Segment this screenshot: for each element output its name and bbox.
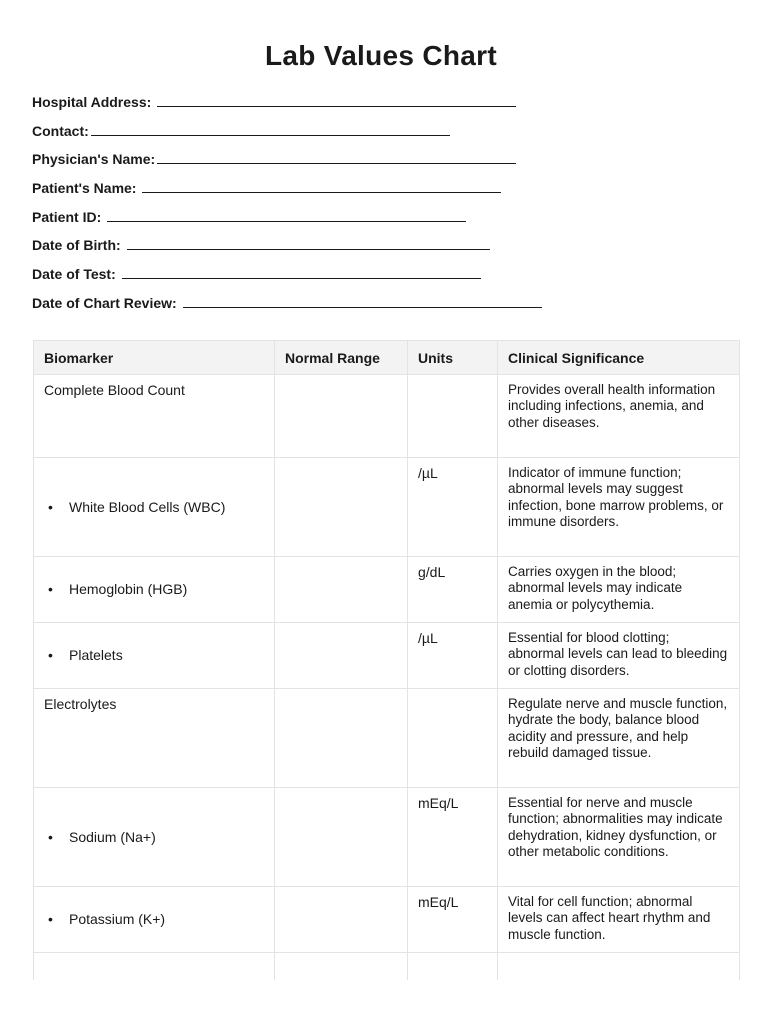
- field-label: Date of Test:: [32, 266, 120, 283]
- table-header-row: [34, 341, 740, 375]
- significance-cell: Vital for cell function; abnormal levels can affect heart rhythm and muscle function.: [498, 887, 740, 953]
- blank-line: [127, 237, 490, 250]
- field-label: Contact:: [32, 122, 89, 139]
- field-label: Patient's Name:: [32, 180, 141, 197]
- field-label: Patient ID:: [32, 208, 106, 225]
- normal-range-cell[interactable]: [275, 689, 408, 788]
- table-row: [34, 458, 740, 557]
- contact-field[interactable]: [32, 123, 542, 152]
- date-of-chart-review-field[interactable]: [32, 295, 542, 324]
- patient-name-field[interactable]: [32, 180, 542, 209]
- field-label: Date of Chart Review:: [32, 294, 181, 311]
- bullet-icon: •: [48, 647, 53, 664]
- table-row: [34, 689, 740, 788]
- date-of-birth-field[interactable]: [32, 237, 542, 266]
- biomarker-cell: [34, 887, 275, 953]
- header-normal-range: Normal Range: [275, 341, 408, 375]
- normal-range-cell[interactable]: [275, 623, 408, 689]
- biomarker-cell: [34, 623, 275, 689]
- significance-cell: Provides overall health information including infections, anemia, and other diseases.: [498, 375, 740, 458]
- normal-range-cell[interactable]: [275, 788, 408, 887]
- biomarker-label: Potassium (K+): [69, 911, 166, 928]
- normal-range-cell[interactable]: [275, 887, 408, 953]
- normal-range-cell[interactable]: [275, 557, 408, 623]
- patient-info-fields: [32, 94, 542, 324]
- table-row: [34, 788, 740, 887]
- significance-cell: [498, 953, 740, 981]
- table-row: [34, 953, 740, 981]
- field-label: Date of Birth:: [32, 237, 125, 254]
- units-cell: g/dL: [408, 557, 498, 623]
- header-biomarker: Biomarker: [34, 341, 275, 375]
- biomarker-cell: Electrolytes: [34, 689, 275, 788]
- biomarker-label: Hemoglobin (HGB): [69, 581, 188, 598]
- hospital-address-field[interactable]: [32, 94, 542, 123]
- bullet-icon: •: [48, 911, 53, 928]
- table-row: [34, 375, 740, 458]
- significance-cell: Essential for nerve and muscle function; abnormalities may indicate dehydration, kidney dysfunction, or other metabolic conditions.: [498, 788, 740, 887]
- blank-line: [107, 209, 466, 222]
- units-cell: /µL: [408, 623, 498, 689]
- units-cell: mEq/L: [408, 887, 498, 953]
- blank-line: [157, 94, 516, 107]
- units-cell: [408, 953, 498, 981]
- biomarker-cell: [34, 557, 275, 623]
- normal-range-cell[interactable]: [275, 458, 408, 557]
- date-of-test-field[interactable]: [32, 266, 542, 295]
- patient-id-field[interactable]: [32, 209, 542, 238]
- lab-values-table: [33, 340, 740, 980]
- blank-line: [183, 295, 542, 308]
- biomarker-cell: [34, 788, 275, 887]
- header-clinical-significance: Clinical Significance: [498, 341, 740, 375]
- table-row: [34, 557, 740, 623]
- units-cell: /µL: [408, 458, 498, 557]
- units-cell: [408, 375, 498, 458]
- bullet-icon: •: [48, 581, 53, 598]
- biomarker-cell: [34, 458, 275, 557]
- blank-line: [91, 123, 450, 136]
- blank-line: [122, 266, 481, 279]
- physician-name-field[interactable]: [32, 151, 542, 180]
- field-label: Physician's Name:: [32, 151, 156, 168]
- biomarker-cell: Complete Blood Count: [34, 375, 275, 458]
- units-cell: mEq/L: [408, 788, 498, 887]
- significance-cell: Regulate nerve and muscle function, hydrate the body, balance blood acidity and pressure, and help rebuild damaged tissue.: [498, 689, 740, 788]
- biomarker-cell: [34, 953, 275, 981]
- page-title: Lab Values Chart: [265, 40, 497, 71]
- blank-line: [157, 151, 516, 164]
- normal-range-cell[interactable]: [275, 953, 408, 981]
- units-cell: [408, 689, 498, 788]
- significance-cell: Indicator of immune function; abnormal levels may suggest infection, bone marrow problems, or immune disorders.: [498, 458, 740, 557]
- table-row: [34, 887, 740, 953]
- biomarker-label: Sodium (Na+): [69, 828, 156, 845]
- biomarker-label: White Blood Cells (WBC): [69, 498, 226, 515]
- header-units: Units: [408, 341, 498, 375]
- bullet-icon: •: [48, 498, 53, 515]
- bullet-icon: •: [48, 828, 53, 845]
- table-row: [34, 623, 740, 689]
- biomarker-label: Platelets: [69, 647, 123, 664]
- significance-cell: Essential for blood clotting; abnormal levels can lead to bleeding or clotting disorders.: [498, 623, 740, 689]
- normal-range-cell[interactable]: [275, 375, 408, 458]
- blank-line: [142, 180, 501, 193]
- significance-cell: Carries oxygen in the blood; abnormal levels may indicate anemia or polycythemia.: [498, 557, 740, 623]
- field-label: Hospital Address:: [32, 94, 156, 110]
